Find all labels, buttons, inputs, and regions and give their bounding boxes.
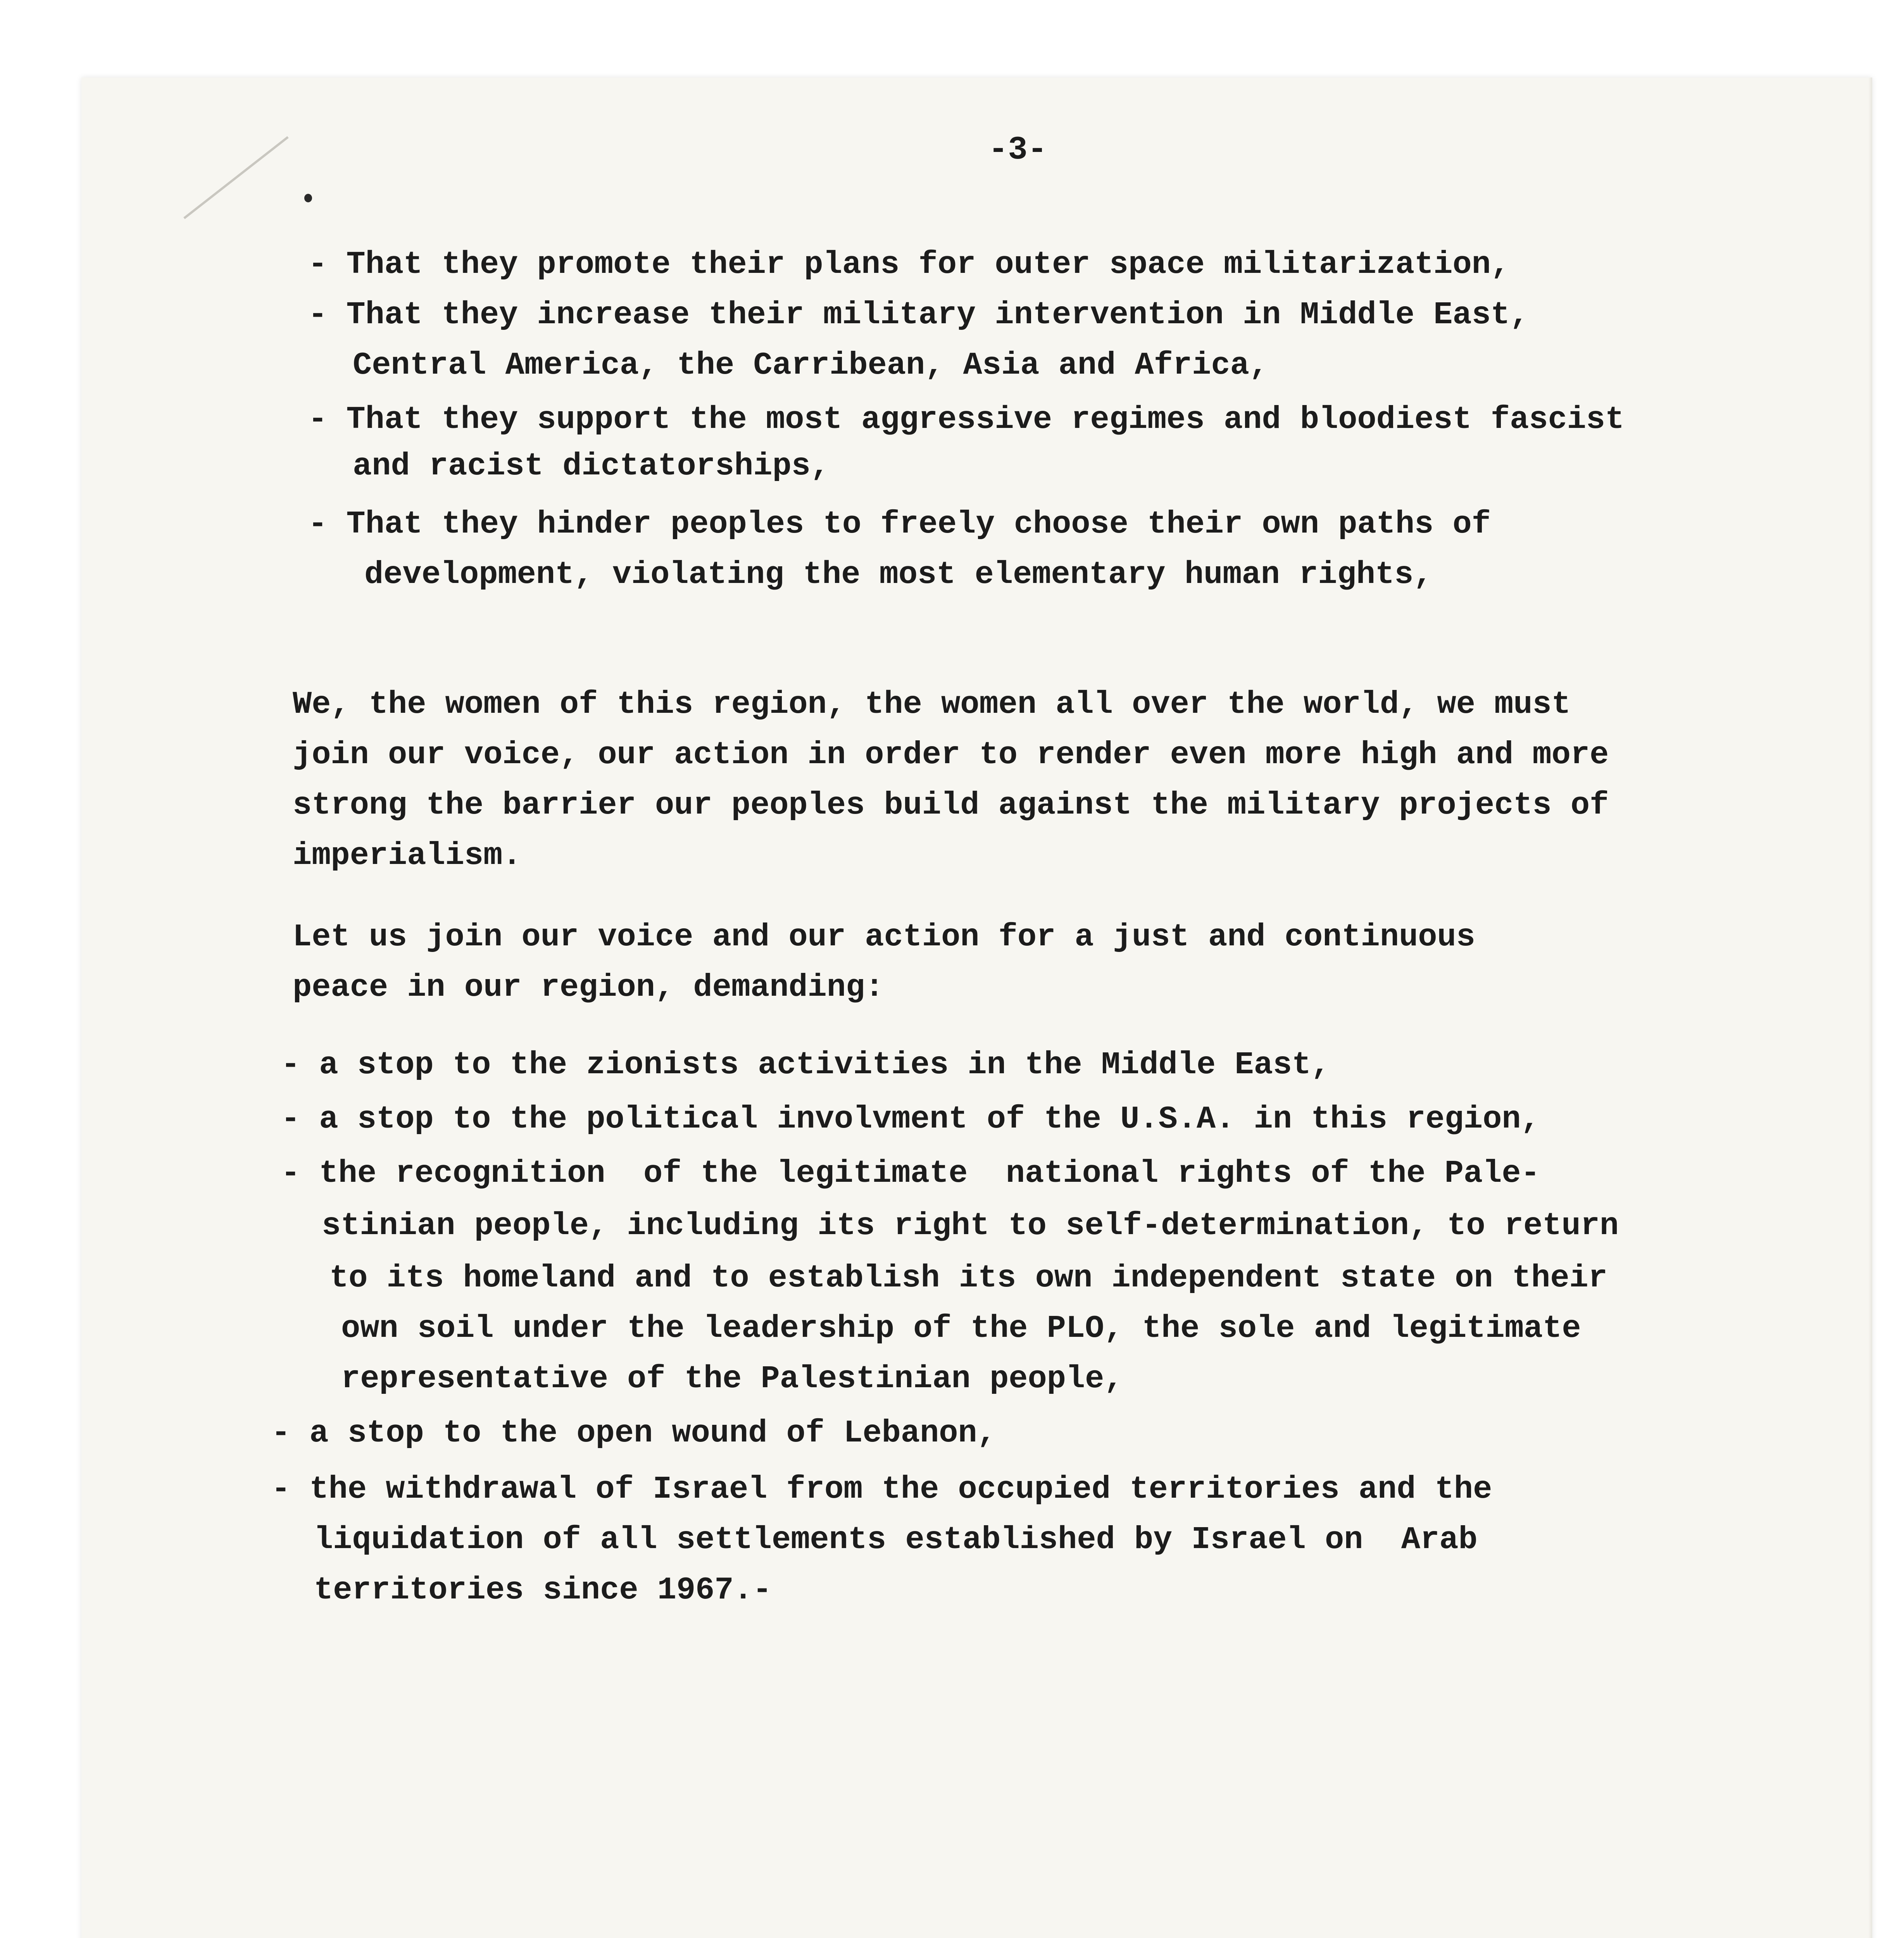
demand-continuation: territories since 1967.- bbox=[314, 1572, 772, 1608]
paragraph-line: We, the women of this region, the women all over the world, we must bbox=[293, 686, 1571, 722]
demand-continuation: representative of the Palestinian people, bbox=[341, 1361, 1123, 1397]
demand-continuation: own soil under the leadership of the PLO, the sole and legitimate bbox=[341, 1310, 1581, 1347]
demand-continuation: liquidation of all settlements established by Israel on Arab bbox=[314, 1522, 1478, 1558]
paragraph-line: join our voice, our action in order to render even more high and more bbox=[293, 737, 1609, 773]
paragraph-line: strong the barrier our peoples build against the military projects of bbox=[293, 787, 1609, 823]
paragraph-line: peace in our region, demanding: bbox=[293, 969, 884, 1005]
demand-line: - a stop to the political involvment of the U.S.A. in this region, bbox=[281, 1101, 1540, 1137]
bullet-line: - That they increase their military intervention in Middle East, bbox=[308, 297, 1529, 333]
demand-continuation: stinian people, including its right to self-determination, to return bbox=[322, 1208, 1619, 1244]
demand-continuation: to its homeland and to establish its own independent state on their bbox=[329, 1260, 1607, 1296]
bullet-continuation: and racist dictatorships, bbox=[353, 448, 830, 484]
demand-line: - the withdrawal of Israel from the occupied territories and the bbox=[271, 1471, 1492, 1507]
paragraph-line: Let us join our voice and our action for a just and continuous bbox=[293, 919, 1475, 955]
bullet-continuation: Central America, the Carribean, Asia and Africa, bbox=[353, 347, 1268, 383]
bullet-line: - That they promote their plans for outer space militarization, bbox=[308, 247, 1510, 283]
paragraph-line: imperialism. bbox=[293, 838, 522, 874]
demand-line: - a stop to the open wound of Lebanon, bbox=[271, 1415, 996, 1451]
demand-line: - a stop to the zionists activities in the Middle East, bbox=[281, 1047, 1330, 1083]
bullet-continuation: development, violating the most elementary human rights, bbox=[364, 557, 1433, 593]
page-number: -3- bbox=[988, 132, 1047, 169]
demand-line: - the recognition of the legitimate national rights of the Pale- bbox=[281, 1155, 1540, 1191]
bullet-line: - That they hinder peoples to freely choose their own paths of bbox=[308, 506, 1491, 542]
document-page bbox=[81, 78, 1872, 1938]
bullet-line: - That they support the most aggressive regimes and bloodiest fascist bbox=[308, 402, 1625, 438]
typed-text-body bbox=[81, 78, 1872, 1938]
